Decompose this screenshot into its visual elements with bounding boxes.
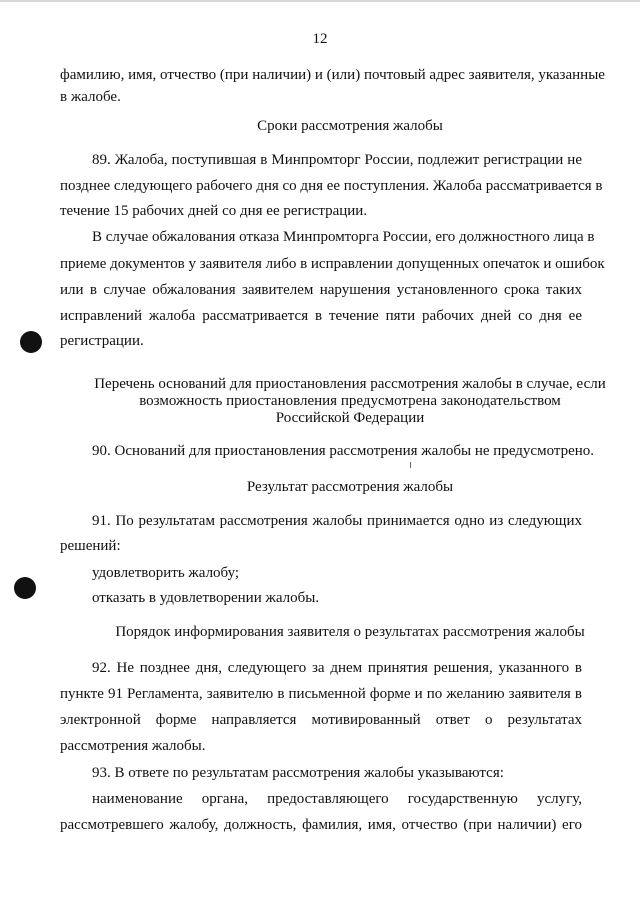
page-number: 12: [312, 31, 328, 47]
section-heading: Порядок информирования заявителя о результатах рассмотрения жалобы: [115, 624, 585, 640]
text-line: 91. По результатам рассмотрения жалобы принимается одно из следующих: [92, 513, 582, 529]
scan-speck: [410, 462, 411, 468]
text-line: фамилию, имя, отчество (при наличии) и (или) почтовый адрес заявителя, указанные: [60, 67, 605, 83]
text-line: 93. В ответе по результатам рассмотрения жалобы указываются:: [92, 765, 504, 781]
scan-top-edge: [0, 0, 640, 2]
section-heading: Результат рассмотрения жалобы: [246, 479, 454, 495]
punch-hole-mark: [14, 577, 36, 599]
section-heading: Российской Федерации: [275, 410, 425, 426]
text-line: пункте 91 Регламента, заявителю в письменной форме и по желанию заявителя в: [60, 686, 582, 702]
text-line: рассмотревшего жалобу, должность, фамилия, имя, отчество (при наличии) его: [60, 817, 582, 833]
text-line: 89. Жалоба, поступившая в Минпромторг России, подлежит регистрации не: [92, 152, 582, 168]
text-line: приеме документов у заявителя либо в исправлении допущенных опечаток и ошибок: [60, 256, 605, 272]
text-line: рассмотрения жалобы.: [60, 738, 206, 754]
text-line: 92. Не позднее дня, следующего за днем принятия решения, указанного в: [92, 660, 582, 676]
text-line: электронной форме направляется мотивированный ответ о результатах: [60, 712, 582, 728]
text-line: течение 15 рабочих дней со дня ее регистрации.: [60, 203, 368, 219]
section-heading: Сроки рассмотрения жалобы: [257, 118, 443, 134]
section-heading: возможность приостановления предусмотрена законодательством: [139, 393, 561, 409]
text-line: наименование органа, предоставляющего государственную услугу,: [92, 791, 582, 807]
text-line: позднее следующего рабочего дня со дня ее поступления. Жалоба рассматривается в: [60, 178, 603, 194]
text-line: или в случае обжалования заявителем нарушения установленного срока таких: [60, 282, 582, 298]
text-line: В случае обжалования отказа Минпромторга России, его должностного лица в: [92, 229, 595, 245]
section-heading: Перечень оснований для приостановления рассмотрения жалобы в случае, если: [94, 376, 606, 392]
text-line: удовлетворить жалобу;: [92, 565, 240, 581]
text-line: 90. Оснований для приостановления рассмотрения жалобы не предусмотрено.: [92, 443, 595, 459]
text-line: решений:: [60, 538, 121, 554]
punch-hole-mark: [20, 331, 42, 353]
text-line: в жалобе.: [60, 89, 121, 105]
text-line: регистрации.: [60, 333, 144, 349]
text-line: отказать в удовлетворении жалобы.: [92, 590, 320, 606]
text-line: исправлений жалоба рассматривается в течение пяти рабочих дней со дня ее: [60, 308, 582, 324]
